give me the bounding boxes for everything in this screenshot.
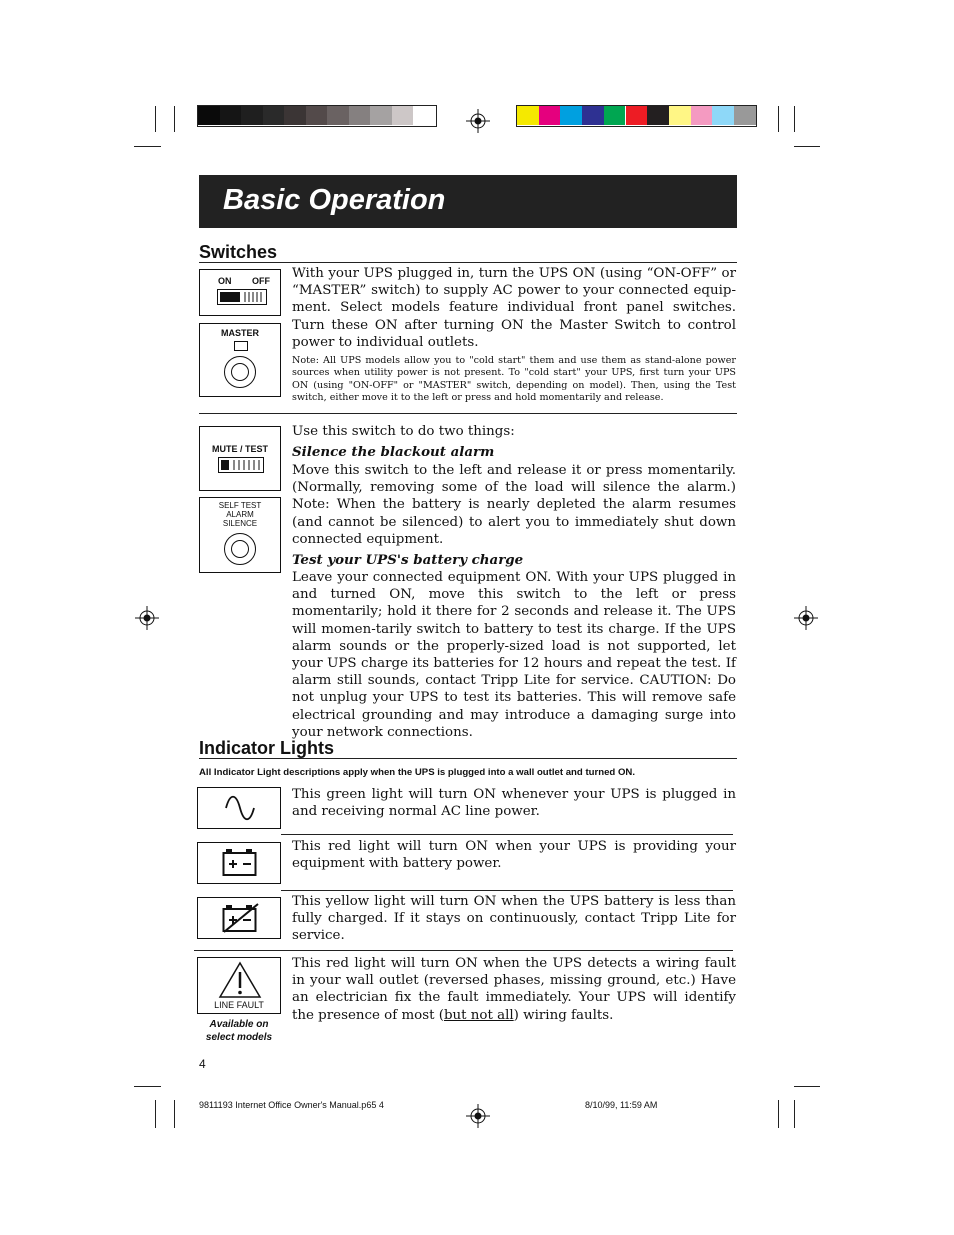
registration-mark-icon — [466, 109, 490, 133]
crop-mark — [794, 146, 820, 147]
rocker-switch-icon — [217, 289, 267, 305]
available-note-line2: select models — [205, 1032, 273, 1043]
master-button-icon — [224, 356, 256, 388]
self-test-button-illustration — [199, 497, 281, 573]
self-test-label: SELF TEST — [218, 501, 262, 510]
self-test-button-icon — [224, 533, 256, 565]
crop-mark — [794, 1100, 795, 1128]
crop-mark — [778, 106, 779, 132]
title-banner — [199, 175, 737, 228]
registration-mark-icon — [794, 606, 818, 630]
crop-mark — [174, 106, 175, 132]
line-fault-text-start: This red light will turn ON when the UPS detects a wiring fault in your wall outlet (reversed phases, missing ground, etc.) Have an electrician fix the fault immediately. Your UPS will identify the presence of most ( — [292, 956, 736, 1023]
available-note-line1: Available on — [209, 1019, 269, 1030]
yellow-light-text: This yellow light will turn ON when the UPS battery is less than fully charged. If it stays on continuously, contact Tripp Lite for service. — [292, 894, 736, 944]
battery-test-text: Leave your connected equipment ON. With your UPS plugged in and turned ON, move this switch to the left or press momentarily; hold it there for 2 seconds and release it. The UPS will momen-tarily switch to battery to test its charge. If the UPS alarm sounds or the properly-sized load is not supported, let your UPS charge its batteries for 12 hours and repeat the test. If alarm still sounds, contact Tripp Lite for service. CAUTION: Do not unplug your UPS to test its batteries. This will remove safe electrical grounding and may introduce a damaging surge into your network connections. — [292, 570, 736, 740]
alarm-label: ALARM — [226, 510, 254, 519]
line-fault-text-underline: but not all — [443, 1007, 514, 1023]
crop-mark — [155, 106, 156, 132]
battery-charge-indicator-box — [197, 897, 281, 939]
mute-test-switch-illustration — [199, 426, 281, 491]
line-fault-indicator-box — [197, 957, 281, 1014]
warning-triangle-icon — [218, 961, 262, 999]
silence-alarm-text: Move this switch to the left and release it or press momentarily. (Normally, removing some of the load will silence the alarm.) Note: When the battery is nearly depleted the alarm resumes (and cannot be silenced) to alert you to immediately shut down connected equipment. — [292, 463, 736, 547]
line-fault-text-end: ) wiring faults. — [513, 1007, 614, 1023]
sine-wave-icon — [224, 795, 256, 821]
crop-mark — [778, 1100, 779, 1128]
color-bar-border — [197, 105, 437, 127]
off-label: OFF — [252, 276, 270, 286]
cold-start-note: Note: All UPS models allow you to "cold start" them and use them as stand-alone power sources when utility power is not present. To "cold start" your UPS, first turn your UPS ON (using "ON-OFF" or "MASTER" switch, depending on model). Then, using the Test switch, either move it to the left or press and hold momentarily and release. — [292, 355, 736, 404]
footer-timestamp: 8/10/99, 11:59 AM — [585, 1100, 658, 1110]
switches-paragraph: With your UPS plugged in, turn the UPS ON (using “ON-OFF” or “MASTER” switch) to supply AC power to your connected equip-ment. Select models feature individual front panel switches. Turn these ON after turning ON the Master Switch to control power to individual outlets. — [292, 266, 736, 350]
mute-test-switch-icon — [218, 457, 264, 473]
section-heading-indicator-lights: Indicator Lights — [199, 738, 334, 758]
crop-mark — [155, 1100, 156, 1128]
switch-intro: Use this switch to do two things: — [292, 424, 515, 439]
battery-low-icon — [222, 902, 260, 934]
page-title: Basic Operation — [223, 184, 446, 216]
red-light-text: This red light will turn ON when your UPS is providing your equipment with battery power. — [292, 839, 736, 872]
battery-test-subhead: Test your UPS's battery charge — [292, 552, 524, 568]
silence-label: SILENCE — [222, 519, 258, 528]
battery-icon — [222, 848, 258, 878]
registration-mark-icon — [135, 606, 159, 630]
green-light-text: This green light will turn ON whenever your UPS is plugged in and receiving normal AC line power. — [292, 787, 736, 820]
line-fault-label: LINE FAULT — [214, 1000, 264, 1010]
crop-mark — [134, 1086, 161, 1087]
master-switch-illustration — [199, 323, 281, 397]
color-bar-border — [516, 105, 757, 127]
master-indicator-icon — [234, 341, 248, 351]
on-label: ON — [218, 276, 232, 286]
crop-mark — [134, 146, 161, 147]
registration-mark-icon — [466, 1104, 490, 1128]
ac-power-indicator-box — [197, 787, 281, 829]
mute-test-label: MUTE / TEST — [212, 444, 268, 454]
master-label: MASTER — [221, 328, 259, 338]
silence-alarm-subhead: Silence the blackout alarm — [292, 444, 495, 460]
section-heading-switches: Switches — [199, 242, 278, 262]
battery-indicator-box — [197, 842, 281, 884]
crop-mark — [794, 106, 795, 132]
page-number: 4 — [199, 1057, 206, 1071]
on-off-switch-illustration — [199, 269, 281, 316]
line-fault-text — [292, 955, 736, 1024]
crop-mark — [174, 1100, 175, 1128]
indicator-subnote: All Indicator Light descriptions apply when the UPS is plugged into a wall outlet and turned ON. — [199, 767, 636, 778]
footer-filename: 9811193 Internet Office Owner's Manual.p65 4 — [199, 1100, 384, 1110]
crop-mark — [794, 1086, 820, 1087]
